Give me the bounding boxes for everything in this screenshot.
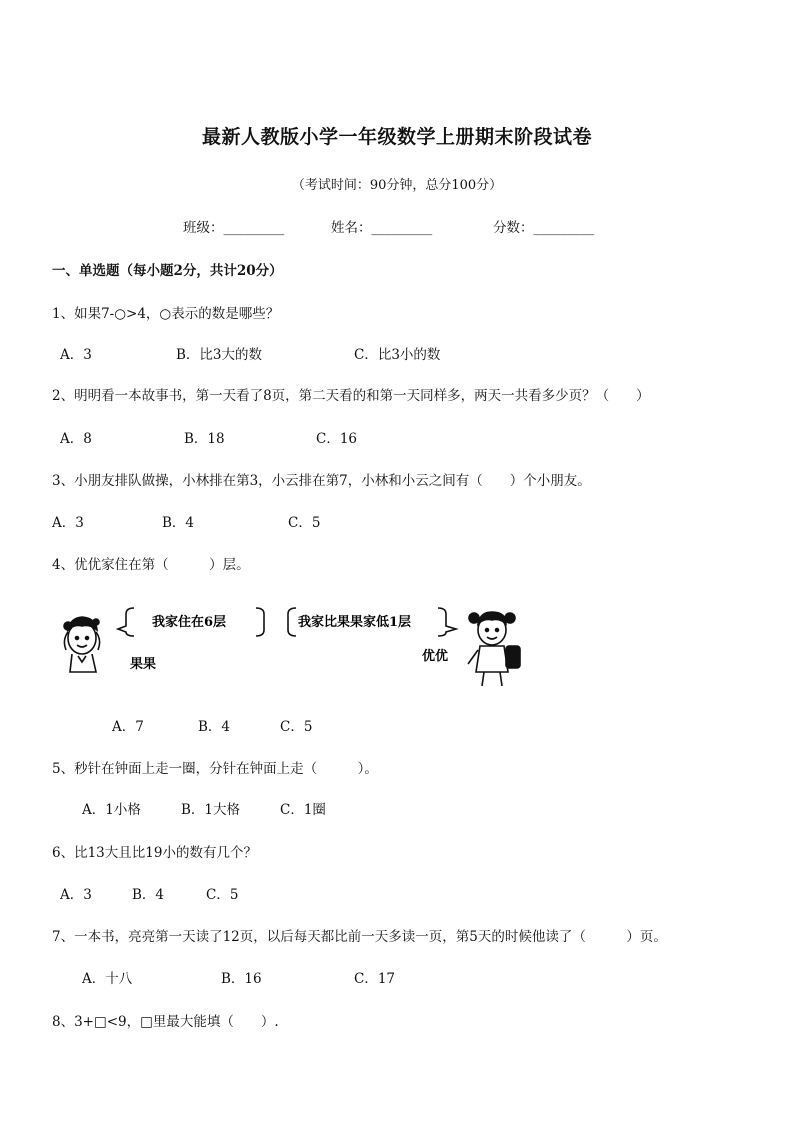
question-8: 8、3+□<9，□里最大能填（ ）. (52, 1014, 279, 1030)
page-title: 最新人教版小学一年级数学上册期末阶段试卷 (201, 126, 592, 148)
q4-option-a: A．7 (112, 719, 144, 735)
exam-info: （考试时间：90分钟，总分100分） (291, 178, 503, 193)
name-guoguo: 果果 (130, 657, 157, 672)
section-heading: 一、单选题（每小题2分，共计20分） (52, 263, 283, 279)
question-5: 5、秒针在钟面上走一圈，分针在钟面上走（ ）。 (52, 761, 378, 777)
q4-option-c: C．5 (280, 719, 313, 735)
q3-option-a: A．3 (52, 515, 84, 531)
question-7: 7、一本书，亮亮第一天读了12页，以后每天都比前一天多读一页，第5天的时候他读了（ ）页。 (52, 929, 667, 945)
q2-option-c: C．16 (316, 431, 358, 447)
q5-option-b: B．1大格 (181, 802, 241, 818)
question-3: 3、小朋友排队做操，小林排在第3，小云排在第7，小林和小云之间有（ ）个小朋友。 (52, 473, 591, 489)
bubble-right-text: 我家比果果家低1层 (298, 615, 412, 630)
q7-option-c: C．17 (354, 971, 396, 987)
q5-option-c: C．1圈 (280, 802, 326, 818)
q2-option-a: A．8 (60, 431, 92, 447)
q1-option-b: B．比3大的数 (176, 347, 263, 363)
q6-option-c: C．5 (206, 887, 239, 903)
question-2: 2、明明看一本故事书，第一天看了8页，第二天看的和第一天同样多，两天一共看多少页？（ ） (52, 388, 650, 404)
question-6: 6、比13大且比19小的数有几个？ (52, 845, 257, 861)
question-4: 4、优优家住在第（ ）层。 (52, 557, 250, 573)
q4-option-b: B．4 (198, 719, 231, 735)
q3-option-b: B．4 (162, 515, 195, 531)
dialogue-illustration (60, 600, 530, 690)
q1-option-a: A．3 (60, 347, 92, 363)
question-1: 1、如果7-○>4，○表示的数是哪些？ (52, 306, 280, 322)
girl-guoguo-icon (64, 617, 100, 672)
girl-youyou-icon (468, 612, 520, 686)
q7-option-b: B．16 (221, 971, 262, 987)
q3-option-c: C．5 (288, 515, 321, 531)
bubble-left-text: 我家住在6层 (152, 615, 227, 630)
q1-option-c: C．比3小的数 (354, 347, 441, 363)
q7-option-a: A．十八 (82, 971, 133, 987)
q6-option-a: A．3 (60, 887, 92, 903)
name-field: 姓名：_________ (331, 220, 433, 236)
name-youyou: 优优 (422, 649, 449, 664)
q6-option-b: B．4 (132, 887, 165, 903)
q5-option-a: A．1小格 (82, 802, 141, 818)
question-4-figure (60, 600, 530, 690)
score-field: 分数：_________ (493, 220, 595, 236)
q2-option-b: B．18 (184, 431, 225, 447)
class-field: 班级：_________ (183, 220, 285, 236)
